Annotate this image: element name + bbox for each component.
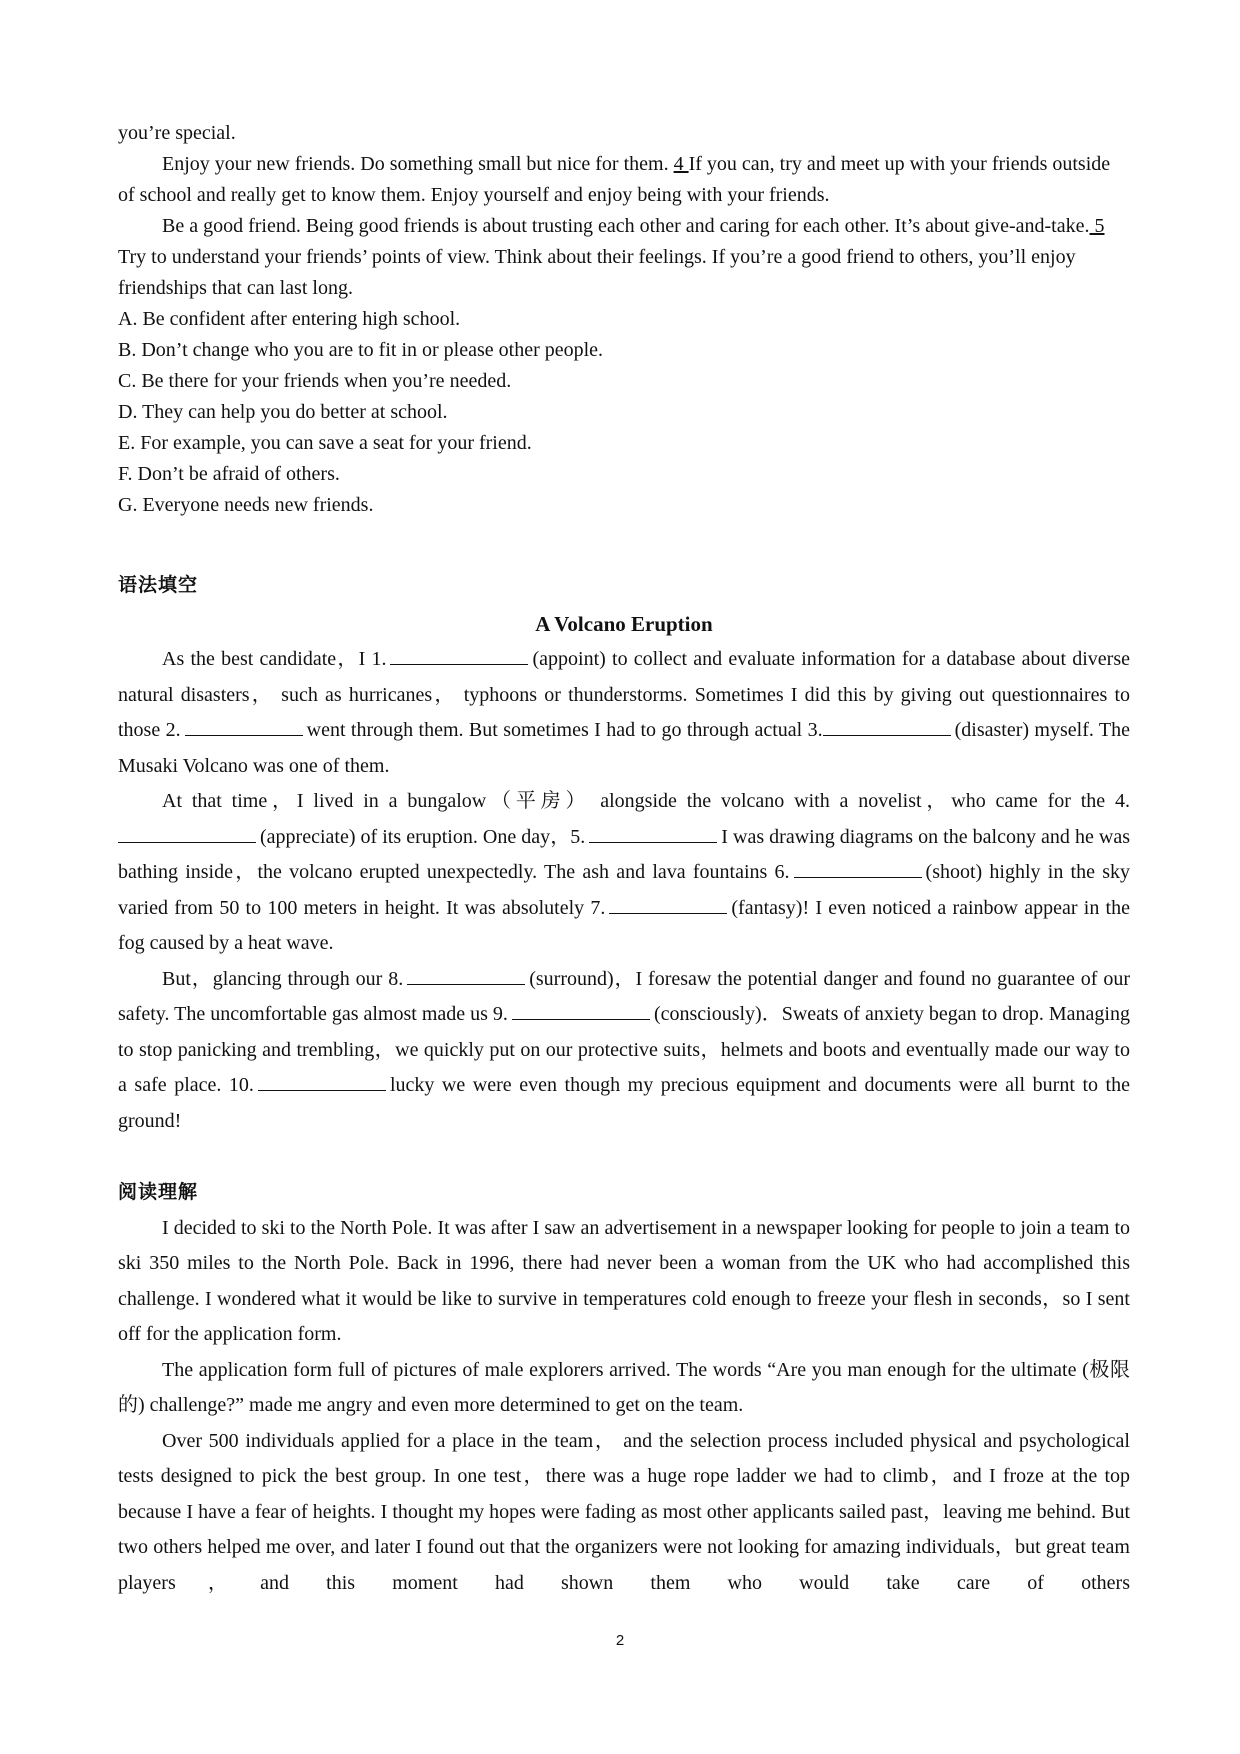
blank-7: [609, 896, 727, 914]
blank-4: [118, 825, 256, 843]
paragraph-selection: Over 500 individuals applied for a place in the team， and the selection process included physical and psychological tests designed to pick the best group. In one test，there was a huge rope ladder we had to climb，and I froze at the top because I have a fear of heights. I thought my hopes were fading as most other applicants sailed past，leaving me behind. But two others helped me over, and later I found out that the organizers were not looking for amazing individuals，but great team players，and this moment had shown them who would take care of others: [118, 1429, 1130, 1594]
paragraph-north-pole: I decided to ski to the North Pole. It was after I saw an advertisement in a newspaper looking for people to join a team to ski 350 miles to the North Pole. Back in 1996, there had never been a woman from the UK who had accomplished this challenge. I wondered what it would be like to survive in temperatures cold enough to freeze your flesh in seconds，so I sent off for the application form.: [118, 1216, 1130, 1345]
option-e: E. For example, you can save a seat for your friend.: [118, 432, 532, 454]
option-d: D. They can help you do better at school.: [118, 401, 448, 423]
blank-5: 5: [1089, 215, 1105, 237]
option-a: A. Be confident after entering high school.: [118, 308, 461, 330]
grammar-fill-section: [118, 568, 1130, 1139]
blank-4: 4: [673, 153, 689, 175]
blank-1: [390, 647, 528, 665]
seven-choose-five-section: [118, 118, 1130, 521]
paragraph-glancing: But，glancing through our 8. (surround)，I foresaw the potential danger and found no guarantee of our safety. The uncomfortable gas almost made us 9. (consciously)．Sweats of anxiety began to drop. Managing to stop panicking and trembling，we quickly put on our protective suits，helmets and boots and eventually made our way to a safe place. 10. lucky we were even though my precious equipment and documents were all burnt to the ground!: [118, 967, 1130, 1132]
blank-3: [823, 718, 951, 736]
paragraph-candidate: As the best candidate，I 1. (appoint) to collect and evaluate information for a database about diverse natural disasters， such as hurricanes， typhoons or thunderstorms. Sometimes I did this by giving out questionnaires to those 2. went through them. But sometimes I had to go through actual 3. (disaster) myself. The Musaki Volcano was one of them.: [118, 648, 1130, 777]
blank-8: [407, 967, 525, 985]
paragraph-bungalow: At that time，I lived in a bungalow（平房） alongside the volcano with a novelist，who came for the 4.(appreciate) of its eruption. One day，5. I was drawing diagrams on the balcony and he was bathing inside，the volcano erupted unexpectedly. The ash and lava fountains 6. (shoot) highly in the sky varied from 50 to 100 meters in height. It was absolutely 7. (fantasy)! I even noticed a rainbow appear in the fog caused by a heat wave.: [118, 790, 1130, 954]
reading-section: [118, 1175, 1130, 1601]
option-f: F. Don’t be afraid of others.: [118, 463, 340, 485]
page-number: 2: [615, 1632, 625, 1649]
paragraph-enjoy-friends: Enjoy your new friends. Do something small but nice for them. 4 If you can, try and meet up with your friends outside of school and really get to know them. Enjoy yourself and enjoy being with your friends.: [118, 153, 1111, 206]
blank-6: [794, 860, 922, 878]
paragraph-continuation: you’re special.: [118, 122, 236, 144]
paragraph-good-friend: Be a good friend. Being good friends is about trusting each other and caring for each other. It’s about give-and-take. 5 Try to understand your friends’ points of view. Think about their feelings. If you’re a good friend to others, you’ll enjoy friendships that can last long.: [118, 215, 1105, 299]
blank-5: [589, 825, 717, 843]
blank-2: [185, 718, 303, 736]
paragraph-application-form: The application form full of pictures of male explorers arrived. The words “Are you man enough for the ultimate (极限的) challenge?” made me angry and even more determined to get on the team.: [118, 1358, 1130, 1416]
blank-10: [258, 1073, 386, 1091]
option-c: C. Be there for your friends when you’re needed.: [118, 370, 512, 392]
option-b: B. Don’t change who you are to fit in or please other people.: [118, 339, 604, 361]
document-page: [118, 118, 1130, 1601]
passage-title: A Volcano Eruption: [535, 611, 713, 636]
option-g: G. Everyone needs new friends.: [118, 494, 374, 516]
section-heading-reading: 阅读理解: [118, 1181, 199, 1203]
blank-9: [512, 1002, 650, 1020]
section-heading-grammar: 语法填空: [118, 574, 199, 596]
